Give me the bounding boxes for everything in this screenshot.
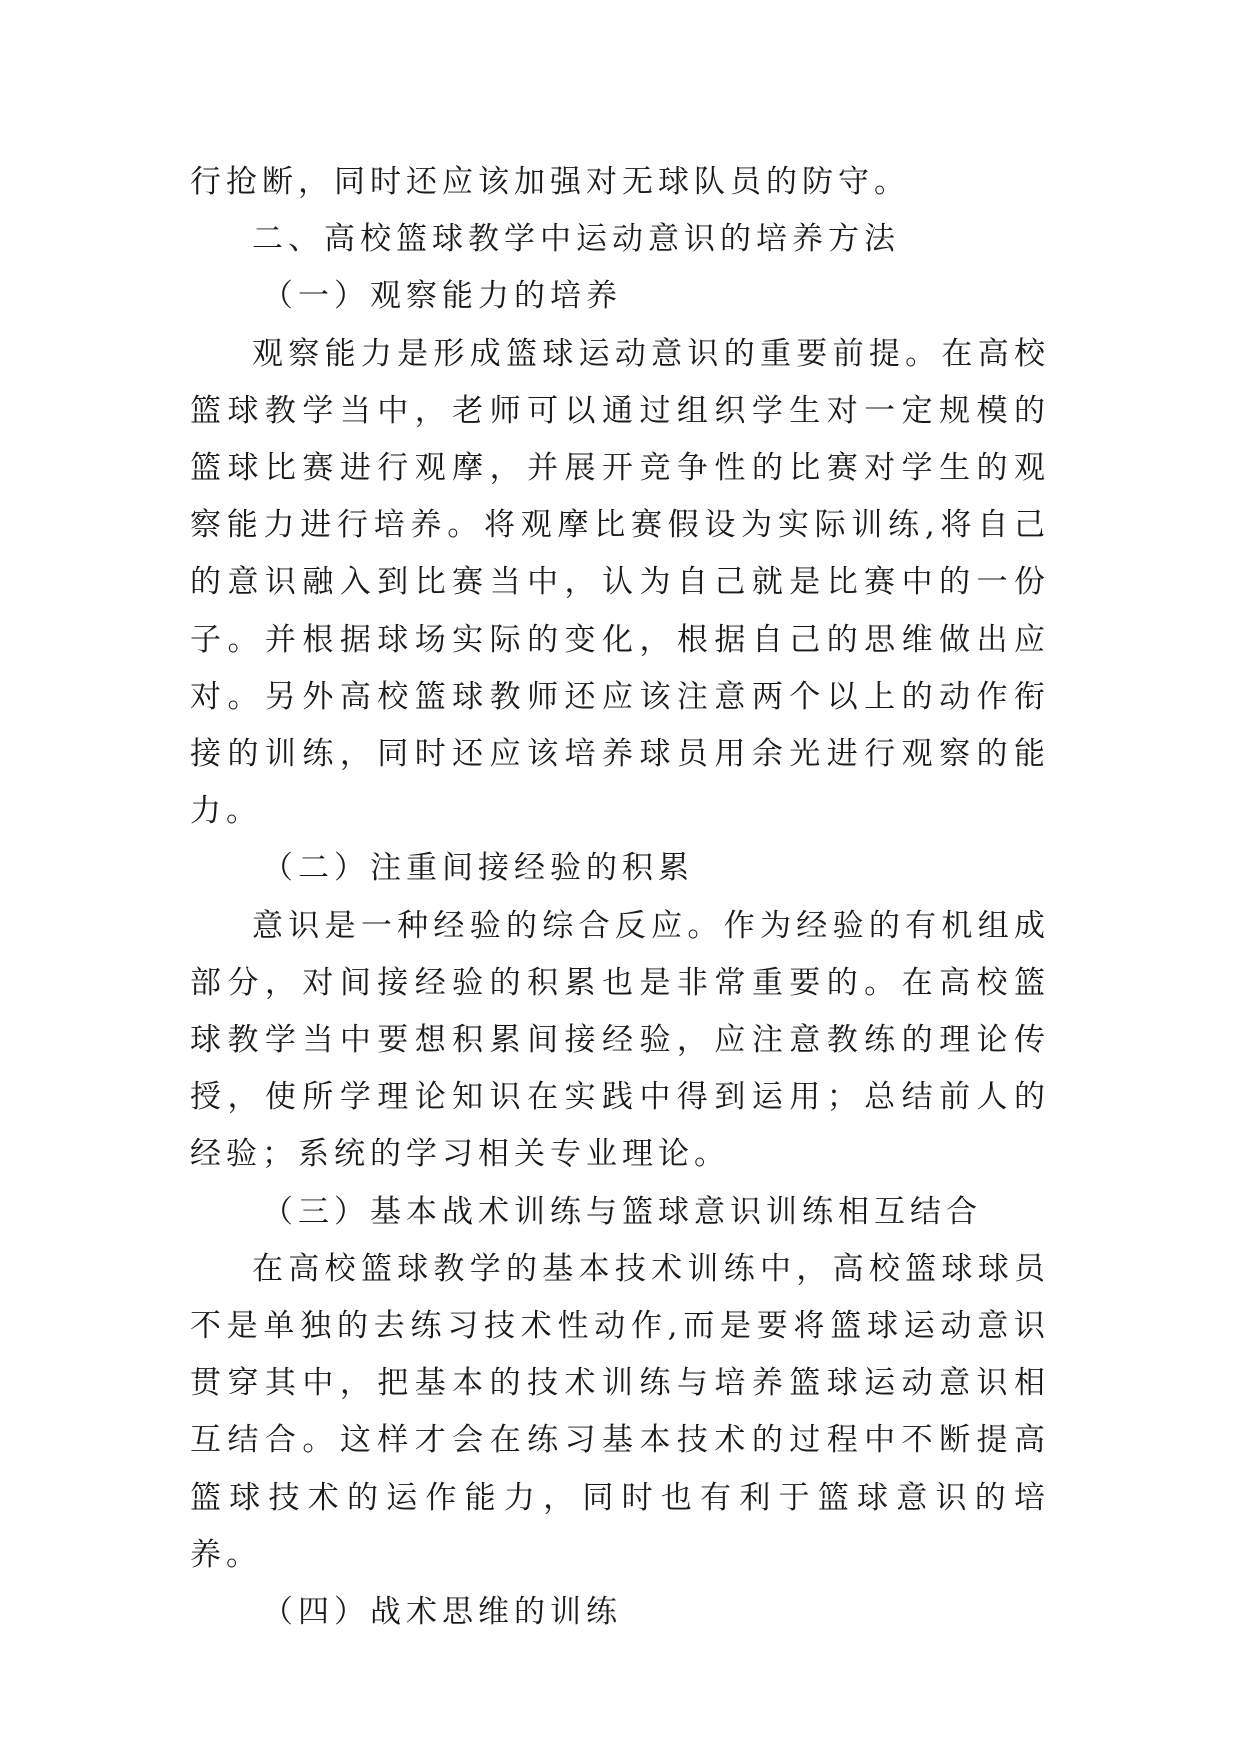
paragraph-experience: 意识是一种经验的综合反应。作为经验的有机组成部分，对间接经验的积累也是非常重要的。在高校篮球教学当中要想积累间接经验，应注意教练的理论传授，使所学理论知识在实践中得到运用；总结前人的经验；系统的学习相关专业理论。 [190,907,1050,1173]
subsection-heading-thinking: （四）战术思维的训练 [262,1594,622,1631]
paragraph-observation: 观察能力是形成篮球运动意识的重要前提。在高校篮球教学当中，老师可以通过组织学生对一定规模的篮球比赛进行观摩，并展开竞争性的比赛对学生的观察能力进行培养。将观摩比赛假设为实际训练,将自己的意识融入到比赛当中，认为自己就是比赛中的一份子。并根据球场实际的变化，根据自己的思维做出应对。另外高校篮球教师还应该注意两个以上的动作衔接的训练，同时还应该培养球员用余光进行观察的能力。 [190,335,1050,830]
document-body [190,154,1050,1641]
paragraph-continued: 行抢断，同时还应该加强对无球队员的防守。 [190,164,910,200]
paragraph-tactics: 在高校篮球教学的基本技术训练中，高校篮球球员不是单独的去练习技术性动作,而是要将篮球运动意识贯穿其中，把基本的技术训练与培养篮球运动意识相互结合。这样才会在练习基本技术的过程中不断提高篮球技术的运作能力，同时也有利于篮球意识的培养。 [190,1250,1050,1573]
subsection-heading-tactics: （三）基本战术训练与篮球意识训练相互结合 [262,1193,982,1230]
subsection-heading-experience: （二）注重间接经验的积累 [262,850,694,887]
section-heading: 二、高校篮球教学中运动意识的培养方法 [252,221,900,258]
subsection-heading-observation: （一）观察能力的培养 [262,278,622,315]
